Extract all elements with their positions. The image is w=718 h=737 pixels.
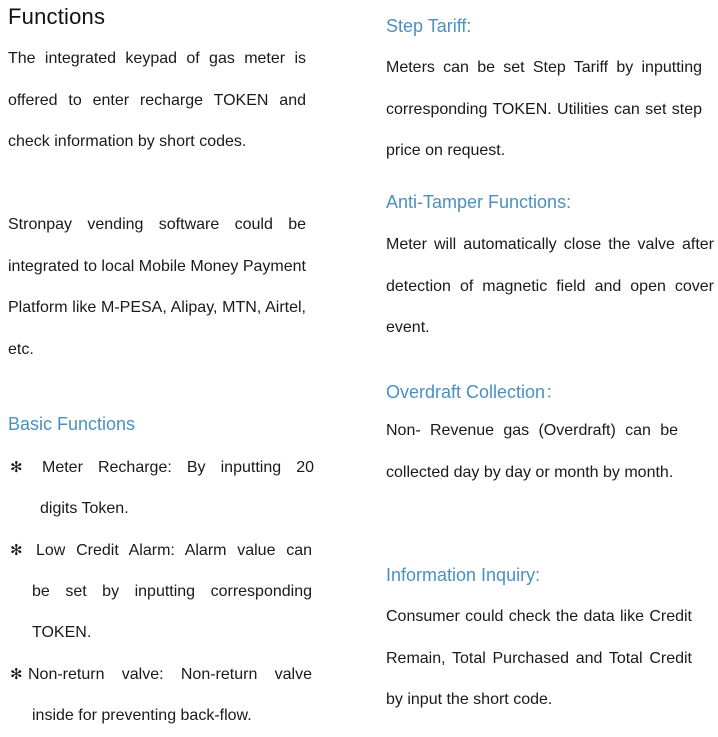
bullet-star-icon: ✻: [10, 542, 23, 559]
bullet-line: Meter Recharge: By inputting 20: [42, 459, 314, 476]
page-title: Functions: [8, 4, 106, 29]
information-inquiry-heading: Information Inquiry:: [386, 565, 541, 585]
information-inquiry-text: Consumer could check the data like Credit Remain, Total Purchased and Total Credit by input the short code.: [386, 608, 692, 708]
step-tariff-text: Meters can be set Step Tariff by inputting corresponding TOKEN. Utilities can set step price on request.: [386, 59, 702, 159]
bullet-line: be set by inputting corresponding: [32, 583, 312, 600]
overdraft-collection-heading: Overdraft Collection：: [386, 382, 564, 402]
anti-tamper-text: Meter will automatically close the valve after detection of magnetic field and open cover event.: [386, 236, 714, 336]
bullet-line: TOKEN.: [32, 624, 92, 641]
bullet-star-icon: ✻: [10, 459, 23, 476]
vending-paragraph: Stronpay vending software could be integrated to local Mobile Money Payment Platform like M-PESA, Alipay, MTN, Airtel, etc.: [8, 216, 306, 358]
bullet-line: Non-return valve: Non-return valve: [28, 666, 312, 683]
bullet-line: Low Credit Alarm: Alarm value can: [36, 542, 312, 559]
bullet-line: inside for preventing back-flow.: [32, 707, 252, 724]
anti-tamper-heading: Anti-Tamper Functions:: [386, 192, 572, 212]
bullet-line: digits Token.: [40, 500, 129, 517]
intro-paragraph: The integrated keypad of gas meter is offered to enter recharge TOKEN and check information by short codes.: [8, 50, 306, 150]
basic-functions-heading: Basic Functions: [8, 414, 136, 434]
overdraft-collection-text: Non- Revenue gas (Overdraft) can be collected day by day or month by month.: [386, 422, 678, 481]
bullet-star-icon: ✻: [10, 666, 23, 683]
step-tariff-heading: Step Tariff:: [386, 16, 472, 36]
